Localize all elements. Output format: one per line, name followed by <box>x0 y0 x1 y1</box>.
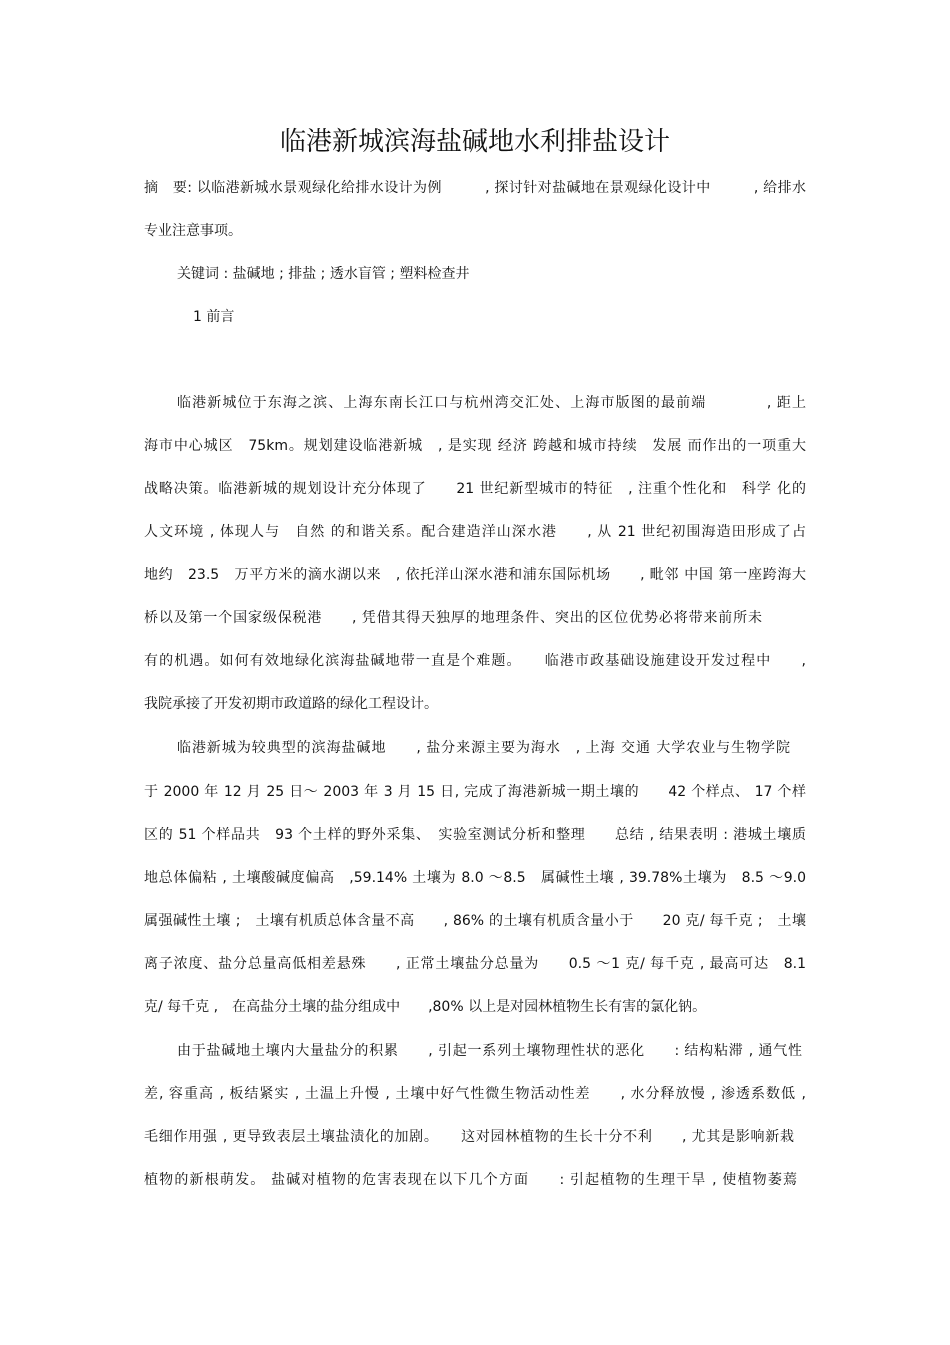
paragraph-line: 毛细作用强 , 更导致表层土壤盐渍化的加剧。 这对园林植物的生长十分不利 , 尤其是影响新栽 <box>144 1129 794 1145</box>
paragraph-line: 有的机遇。如何有效地绿化滨海盐碱地带一直是个难题。 临港市政基础设施建设开发过程中 , <box>144 653 806 669</box>
section-heading: 1 前言 <box>193 309 235 325</box>
paragraph-line: 植物的新根萌发。 盐碱对植物的危害表现在以下几个方面 : 引起植物的生理干旱 , 使植物萎蔫 <box>144 1172 797 1188</box>
paragraph-line: 差, 容重高 , 板结紧实 , 土温上升慢 , 土壤中好气性微生物活动性差 , 水分释放慢 , 渗透系数低 , <box>144 1086 806 1102</box>
document-title: 临港新城滨海盐碱地水利排盐设计 <box>279 127 670 157</box>
paragraph-line: 临港新城位于东海之滨、上海东南长江口与杭州湾交汇处、上海市版图的最前端 , 距上 <box>177 395 806 411</box>
paragraph-line: 由于盐碱地土壤内大量盐分的积累 , 引起一系列土壤物理性状的恶化 : 结构粘滞 , 通气性 <box>177 1043 802 1059</box>
paragraph-line: 地总体偏粘 , 土壤酸碱度偏高 ,59.14% 土壤为 8.0 ～8.5 属碱性土壤 , 39.78%土壤为 8.5 ～9.0 <box>144 870 806 886</box>
keywords-line: 关键词 : 盐碱地 ; 排盐 ; 透水盲管 ; 塑料检查井 <box>177 266 470 282</box>
paragraph-line: 克/ 每千克 , 在高盐分土壤的盐分组成中 ,80% 以上是对园林植物生长有害的氯化钠。 <box>144 999 707 1015</box>
abstract-line: 摘 要: 以临港新城水景观绿化给排水设计为例 , 探讨针对盐碱地在景观绿化设计中 , 给排水 <box>144 180 806 196</box>
paragraph-line: 属强碱性土壤 ; 土壤有机质总体含量不高 , 86% 的土壤有机质含量小于 20 克/ 每千克 ; 土壤 <box>144 913 806 929</box>
paragraph-line: 海市中心城区 75km。规划建设临港新城 , 是实现 经济 跨越和城市持续 发展 而作出的一项重大 <box>144 438 806 454</box>
paragraph-line: 人文环境 , 体现人与 自然 的和谐关系。配合建造洋山深水港 , 从 21 世纪初围海造田形成了占 <box>144 524 806 540</box>
paragraph-line: 战略决策。临港新城的规划设计充分体现了 21 世纪新型城市的特征 , 注重个性化和 科学 化的 <box>144 481 806 497</box>
paragraph-line: 区的 51 个样品共 93 个土样的野外采集、 实验室测试分析和整理 总结 , 结果表明 : 港城土壤质 <box>144 827 806 843</box>
paragraph-line: 于 2000 年 12 月 25 日～ 2003 年 3 月 15 日, 完成了海港新城一期土壤的 42 个样点、 17 个样 <box>144 784 806 800</box>
abstract-line: 专业注意事项。 <box>144 223 242 239</box>
paragraph-line: 地约 23.5 万平方米的滴水湖以来 , 依托洋山深水港和浦东国际机场 , 毗邻 中国 第一座跨海大 <box>144 567 806 583</box>
paragraph-line: 我院承接了开发初期市政道路的绿化工程设计。 <box>144 696 438 712</box>
paragraph-line: 离子浓度、盐分总量高低相差悬殊 , 正常土壤盐分总量为 0.5 ～1 克/ 每千克 , 最高可达 8.1 <box>144 956 806 972</box>
paragraph-line: 临港新城为较典型的滨海盐碱地 , 盐分来源主要为海水 , 上海 交通 大学农业与生物学院 <box>177 740 790 756</box>
paragraph-line: 桥以及第一个国家级保税港 , 凭借其得天独厚的地理条件、突出的区位优势必将带来前所未 <box>144 610 762 626</box>
